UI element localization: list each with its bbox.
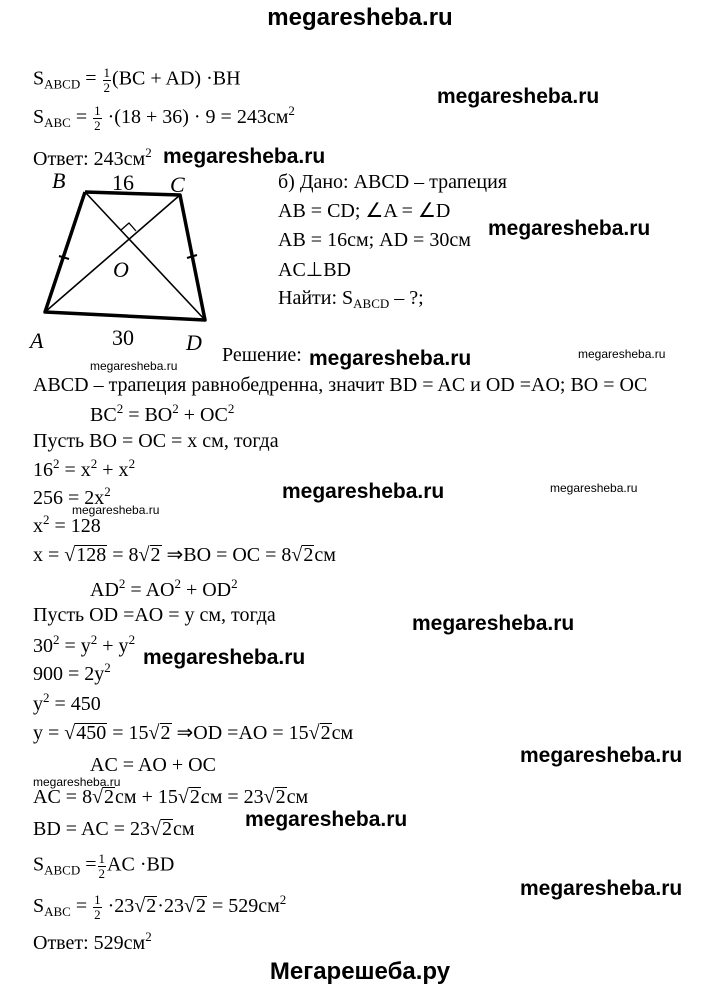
solution-line-11: $900 = 2y^2$ <box>33 660 111 685</box>
given-line-1: AB = CD; ∠A = ∠D <box>278 200 451 222</box>
watermark: megaresheba.ru <box>143 646 306 669</box>
label-top-length: 16 <box>112 170 134 195</box>
solution-line-18: $S_{ABC}$ = $\frac{1}{2}$ $\cdot 23√2\cdot 23√2 = 529см^2$ <box>33 892 287 922</box>
fraction-half: $\frac{1}{2}$ <box>103 65 111 95</box>
site-footer: Мегарешеба.ру <box>269 958 451 985</box>
fraction-half: $\frac{1}{2}$ <box>98 851 106 881</box>
label-o: O <box>113 257 129 282</box>
label-a: A <box>30 328 44 353</box>
watermark-small: megaresheba.ru <box>550 481 638 495</box>
watermark-small: megaresheba.ru <box>72 503 160 517</box>
watermark: megaresheba.ru <box>309 347 472 370</box>
watermark: megaresheba.ru <box>520 744 683 767</box>
watermark: megaresheba.ru <box>163 145 326 168</box>
watermark: megaresheba.ru <box>245 808 408 831</box>
solution-line-16: BD = AC = 23√2см <box>33 818 195 840</box>
fraction-half: $\frac{1}{2}$ <box>94 892 101 922</box>
fraction-half: $\frac{1}{2}$ <box>94 103 101 133</box>
solution-line-10: $30^2 = y^2 + y^2$ <box>33 632 136 657</box>
watermark-small: megaresheba.ru <box>578 347 666 361</box>
trapezoid-outline <box>45 192 205 320</box>
solution-line-13: y = √450 = 15√2 ⇒OD =AO = 15√2см <box>33 722 354 744</box>
solution-line-4: $16^2 = x^2 + x^2$ <box>33 456 136 481</box>
watermark: megaresheba.ru <box>437 85 600 108</box>
label-c: C <box>170 172 185 197</box>
solution-line-14: AC = AO + OC <box>90 754 216 776</box>
watermark-small: megaresheba.ru <box>90 359 178 373</box>
watermark-small: megaresheba.ru <box>33 775 121 789</box>
solution-line-3: Пусть BO = OC = x см, тогда <box>33 430 279 452</box>
given-line-2: AB = 16см; AD = 30см <box>278 229 471 251</box>
solution-line-9: Пусть OD =AO = y см, тогда <box>33 604 276 626</box>
solution-line-15: AC = 8√2см + 15√2см = 23√2см <box>33 786 309 808</box>
solution-heading: Решение: <box>222 344 302 366</box>
right-angle-mark <box>121 223 136 231</box>
solution-line-17: $S_{ABCD}$ = $\frac{1}{2}$ AC ·BD <box>33 851 175 881</box>
area-calculation: $S_{ABC}$ = $\frac{1}{2}$ $\cdot(18 + 36) \cdot 9 = 243см^2$ <box>33 103 295 133</box>
watermark: megaresheba.ru <box>520 877 683 900</box>
label-b: B <box>52 168 66 193</box>
solution-line-7: x = √128 = 8√2 ⇒BO = OC = 8√2см <box>33 544 336 566</box>
label-bottom-length: 30 <box>112 325 134 350</box>
diagonal-bd <box>85 192 205 320</box>
solution-line-6: $x^2 = 128$ <box>33 512 101 537</box>
given-title: б) Дано: ABCD – трапеция <box>278 171 507 193</box>
area-formula: $S_{ABCD}$ = $\frac{1}{2}$ (BC + AD) ·BH <box>33 65 241 95</box>
answer-a: Ответ: $243см^2$ <box>33 145 152 170</box>
given-line-3: AC⊥BD <box>278 259 351 281</box>
watermark: megaresheba.ru <box>488 217 651 240</box>
label-d: D <box>186 330 202 355</box>
answer-b: Ответ: $529см^2$ <box>33 929 152 954</box>
find-line: Найти: $S_{ABCD}$ – ?; <box>278 287 424 311</box>
solution-line-5: $256 = 2x^2$ <box>33 484 111 509</box>
solution-line-1: ABCD – трапеция равнобедренна, значит BD = AC и OD =AO; BO = OC <box>33 374 648 396</box>
solution-line-8: $AD^2 = AO^2 + OD^2$ <box>90 576 238 601</box>
solution-line-12: $y^2 = 450$ <box>33 690 101 715</box>
watermark: megaresheba.ru <box>412 612 575 635</box>
watermark: megaresheba.ru <box>282 480 445 503</box>
site-header: megaresheba.ru <box>267 4 453 31</box>
solution-line-2: $BC^2 = BO^2 + OC^2$ <box>90 401 235 426</box>
